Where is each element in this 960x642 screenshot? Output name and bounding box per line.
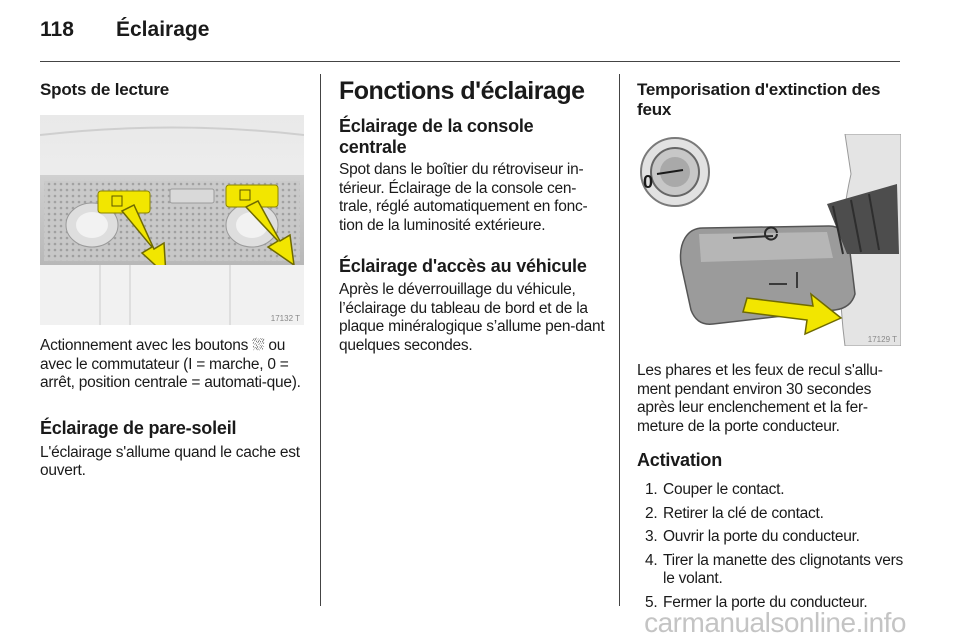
step-number: 2. xyxy=(645,504,658,522)
step-number: 1. xyxy=(645,481,658,498)
stalk-illustration xyxy=(637,134,901,346)
list-item xyxy=(637,481,903,500)
subsection-title-console: Éclairage de la console centrale xyxy=(339,116,534,157)
subsection-title-sunvisor: Éclairage de pare-soleil xyxy=(40,417,237,438)
column-lighting-functions xyxy=(339,74,605,355)
column-reading-lights xyxy=(40,74,304,481)
column-light-delay xyxy=(637,74,903,617)
light-delay-text: Les phares et les feux de recul s'allu-ment pendant environ 30 secondes après leur enclenchement et la fer-meture de la porte conducteur. xyxy=(637,362,883,435)
console-text: Spot dans le boîtier du rétroviseur in-térieur. Éclairage de la console cen-trale, réglé automatiquement en fonc-tion de la luminosité extérieure. xyxy=(339,161,588,234)
list-item xyxy=(637,505,903,524)
chapter-heading: Fonctions d'éclairage xyxy=(339,77,585,105)
sunvisor-text: L'éclairage s'allume quand le cache est ouvert. xyxy=(40,443,300,479)
page-number: 118 xyxy=(40,18,74,41)
watermark: carmanualsonline.info xyxy=(644,607,906,638)
section-title-reading-lights: Spots de lecture xyxy=(40,80,170,99)
step-text: Tirer la manette des clignotants vers le volant. xyxy=(663,551,904,587)
figure-code: 17129 T xyxy=(867,335,897,344)
step-text: Couper le contact. xyxy=(663,481,785,498)
switch-position-label: 0 xyxy=(643,172,654,192)
step-text: Fermer la porte du conducteur. xyxy=(663,593,868,611)
list-item xyxy=(637,528,903,547)
entry-text: Après le déverrouillage du véhicule, l’éclairage du tableau de bord et de la plaque minéralogique s’allume pen-dant quelques secondes. xyxy=(339,281,605,354)
step-number: 5. xyxy=(645,593,658,611)
page-header xyxy=(40,18,920,48)
section-title-light-delay: Temporisation d'extinction des feux xyxy=(637,80,881,119)
subsection-title-entry: Éclairage d'accès au véhicule xyxy=(339,256,587,276)
header-divider xyxy=(40,61,900,62)
step-number: 4. xyxy=(645,551,658,569)
reading-lights-illustration xyxy=(40,115,304,325)
figure-code: 17132 T xyxy=(270,314,300,323)
step-number: 3. xyxy=(645,528,658,545)
list-item xyxy=(637,552,903,589)
column-divider-1 xyxy=(320,74,321,606)
reading-lights-text: Actionnement avec les boutons ⛆ ou avec le commutateur (I = marche, 0 = arrêt, position centrale = automati-que). xyxy=(40,337,301,391)
stalk-figure xyxy=(637,134,901,346)
step-text: Ouvrir la porte du conducteur. xyxy=(663,528,860,545)
column-divider-2 xyxy=(619,74,620,606)
chapter-title: Éclairage xyxy=(116,18,210,41)
reading-lights-figure xyxy=(40,115,304,325)
step-text: Retirer la clé de contact. xyxy=(663,504,824,522)
activation-steps xyxy=(637,481,903,612)
activation-title: Activation xyxy=(637,450,723,470)
